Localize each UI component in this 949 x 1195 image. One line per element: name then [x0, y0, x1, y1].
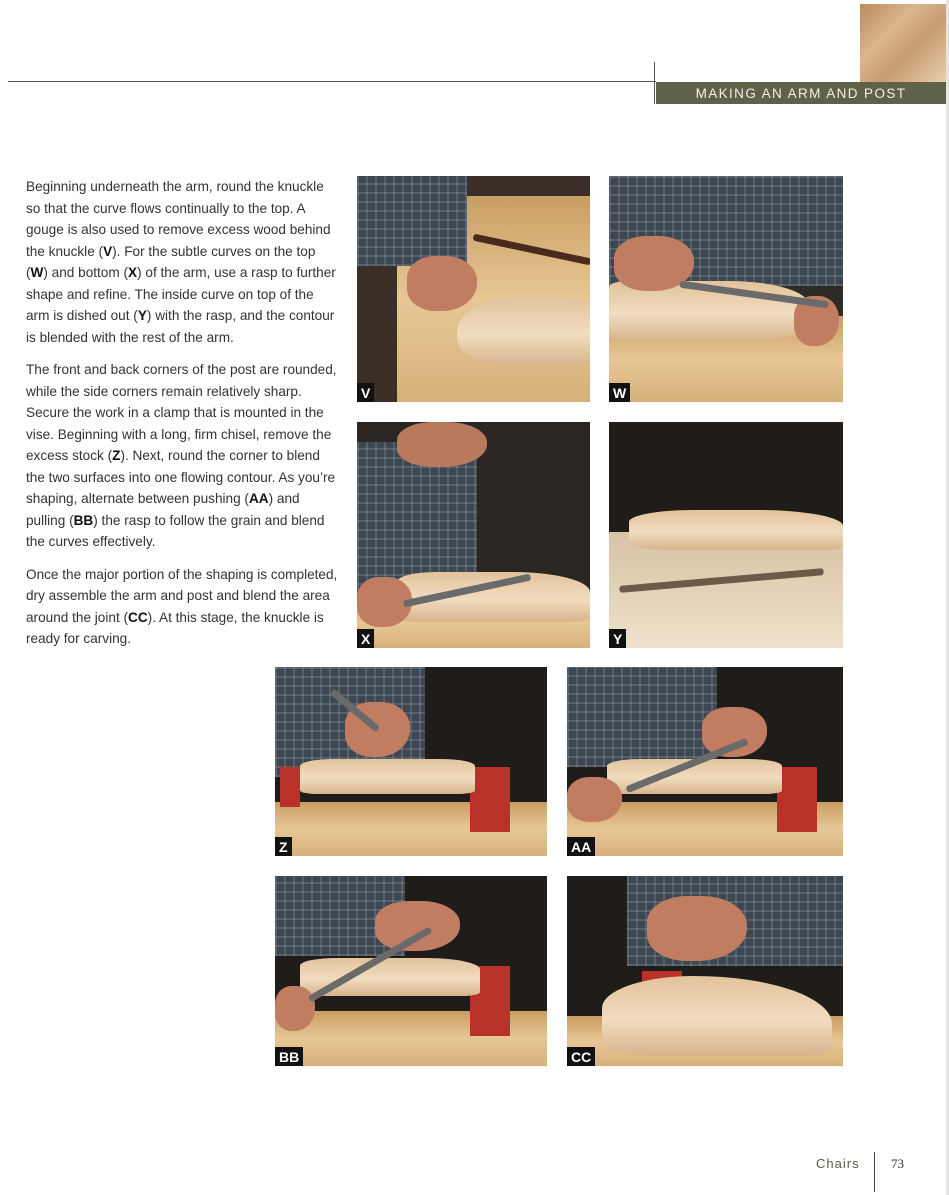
photo-w [609, 176, 843, 402]
shirt [357, 176, 467, 266]
corner-photo-thumbnail [860, 4, 946, 82]
text-run: Beginning underneath the arm, round the knuckle so that the curve flows continually to the top. A gouge is also used to remove excess wood behind the knuckle ( [26, 179, 331, 259]
text-run: Once the major portion of the shaping is completed, dry assemble the arm and post and blend the area around the joint ( [26, 566, 338, 625]
footer-book-title: Chairs [816, 1156, 860, 1171]
body-text [26, 176, 338, 661]
photo-ref: Z [112, 448, 121, 463]
photo-label: BB [275, 1047, 303, 1066]
text-run: ) with the rasp, and the contour is blended with the rest of the arm. [26, 308, 335, 345]
hand [407, 256, 477, 311]
chair-arm [457, 296, 590, 366]
photo-label: CC [567, 1047, 595, 1066]
photo-x [357, 422, 590, 648]
photo-ref: W [30, 265, 44, 280]
chair-arm-and-post [602, 976, 832, 1056]
photo-bb [275, 876, 547, 1066]
paragraph-2 [26, 359, 338, 553]
photo-label: Z [275, 837, 292, 856]
text-run: The front and back corners of the post are rounded, while the side corners remain relatively sharp. Secure the work in a clamp that is mounted in the vise. Beginning with a long, firm chisel, remove the excess stock ( [26, 362, 337, 463]
hand [275, 986, 315, 1031]
photo-z [275, 667, 547, 856]
clamp [777, 767, 817, 832]
hand [375, 901, 460, 951]
text-run: ) of the arm, use a rasp to further shape and refine. The inside curve on top of the arm is dished out ( [26, 265, 336, 323]
paragraph-1 [26, 176, 338, 348]
photo-aa [567, 667, 843, 856]
photo-ref: V [103, 243, 113, 259]
text-run: ). For the subtle curves on the top ( [26, 243, 316, 280]
shirt [567, 667, 717, 767]
header-divider [654, 62, 655, 104]
chair-post [300, 759, 475, 794]
text-run: ). At this stage, the knuckle is ready for carving. [26, 609, 324, 646]
chair-arm [629, 510, 843, 550]
photo-label: V [357, 383, 374, 402]
photo-cc [567, 876, 843, 1066]
text-run: ). Next, round the corner to blend the two surfaces into one flowing contour. As you’re shaping, alternate between pushing ( [26, 448, 336, 506]
clamp [280, 767, 300, 807]
page-number: 73 [891, 1156, 904, 1171]
head [397, 422, 487, 467]
clamp [470, 767, 510, 832]
photo-y [609, 422, 843, 648]
footer-divider [874, 1152, 875, 1192]
photo-ref: X [128, 265, 138, 280]
text-run: ) and bottom ( [43, 265, 128, 280]
hand [567, 777, 622, 822]
text-run: ) and pulling ( [26, 491, 300, 528]
photo-label: X [357, 629, 374, 648]
photo-label: Y [609, 629, 626, 648]
photo-ref: AA [248, 491, 269, 506]
hand [647, 896, 747, 961]
photo-ref: Y [137, 308, 147, 323]
text-run: ) the rasp to follow the grain and blend the curves effectively. [26, 512, 325, 549]
photo-label: AA [567, 837, 595, 856]
section-title: MAKING AN ARM AND POST [656, 82, 946, 104]
photo-v [357, 176, 590, 402]
photo-ref: BB [73, 512, 94, 528]
header-rule [8, 81, 656, 82]
paragraph-3 [26, 564, 338, 650]
photo-label: W [609, 383, 630, 402]
photo-ref: CC [128, 609, 148, 625]
